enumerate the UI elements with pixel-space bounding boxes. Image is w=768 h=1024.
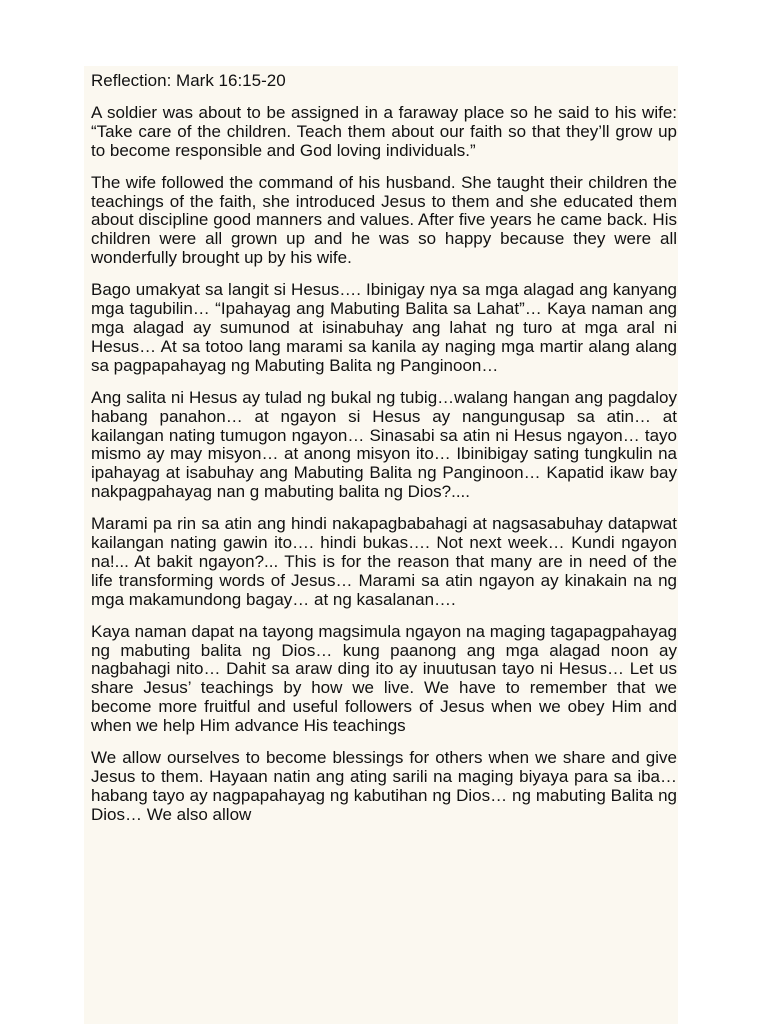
paragraph-6: Kaya naman dapat na tayong magsimula ngayon na maging tagapagpahayag ng mabuting balita ng Dios… kung paanong ang mga alagad noon ay nagbahagi nito… Dahit sa araw ding ito ay inuutusan tayo ni Hesus… Let us share Jesus’ teachings by how we live. We have to remember that we become more fruitful and useful followers of Jesus when we obey Him and when we help Him advance His teachings [91,621,677,736]
paragraph-2: The wife followed the command of his husband. She taught their children the teachings of the faith, she introduced Jesus to them and she educated them about discipline good manners and values. After five years he came back. His children were all grown up and he was so happy because they were all wonderfully brought up by his wife. [91,172,677,268]
document-title: Reflection: Mark 16:15-20 [91,71,286,90]
paragraph-1: A soldier was about to be assigned in a faraway place so he said to his wife: “Take care of the children. Teach them about our faith so that they’ll grow up to become responsible and God loving individuals.” [91,102,677,160]
paragraph-3: Bago umakyat sa langit si Hesus…. Ibinigay nya sa mga alagad ang kanyang mga tagubilin… “Ipahayag ang Mabuting Balita sa Lahat”… Kaya naman ang mga alagad ay sumunod at isinabuhay ang lahat ng turo at mga aral ni Hesus… At sa totoo lang marami sa kanila ay naging mga martir alang alang sa pagpapahayag ng Mabuting Balita ng Panginoon… [91,280,677,375]
document-content [84,66,678,825]
paragraph-5: Marami pa rin sa atin ang hindi nakapagbabahagi at nagsasabuhay datapwat kailangan nating gawin ito…. hindi bukas…. Not next week… Kundi ngayon na!... At bakit ngayon?... This is for the reason that many are in need of the life transforming words of Jesus… Marami sa atin ngayon ay kinakain na ng mga makamundong bagay… at ng kasalanan…. [91,514,677,609]
paragraph-7: We allow ourselves to become blessings for others when we share and give Jesus to them. Hayaan natin ang ating sarili na maging biyaya para sa iba… habang tayo ay nagpapahayag ng kabutihan ng Dios… ng mabuting Balita ng Dios… We also allow [91,748,677,824]
paragraph-4: Ang salita ni Hesus ay tulad ng bukal ng tubig…walang hangan ang pagdaloy habang panahon… at ngayon si Hesus ay nangungusap sa atin… at kailangan nating tumugon ngayon… Sinasabi sa atin ni Hesus ngayon… tayo mismo ay may misyon… at anong misyon ito… Ibinibigay sating tungkulin na ipahayag at isabuhay ang Mabuting Balita ng Panginoon… Kapatid ikaw bay nakpagpahayag nan g mabuting balita ng Dios?.... [91,387,677,502]
document-body [84,66,678,1024]
